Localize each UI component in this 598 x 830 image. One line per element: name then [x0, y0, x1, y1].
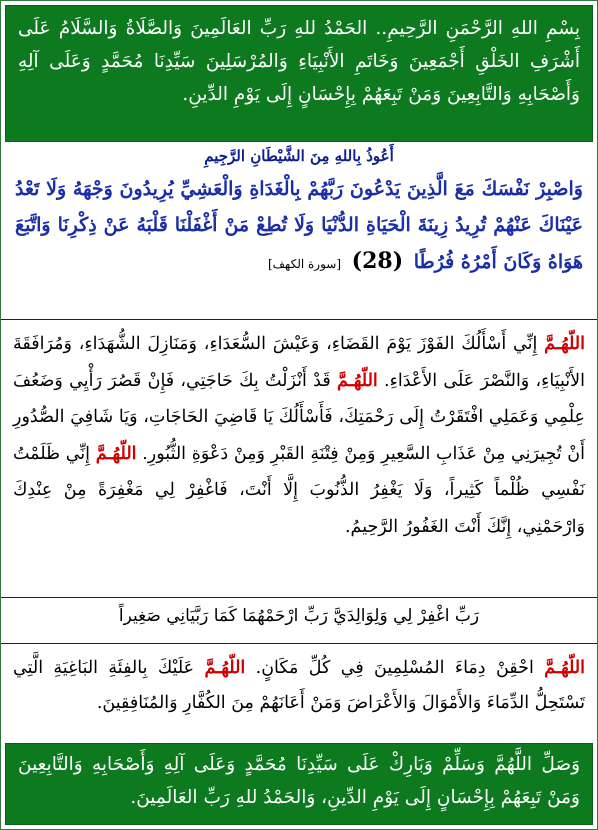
dua2-part-1: احْقِنْ دِمَاءَ المُسْلِمِينَ فِي كُلِّ مَكَانٍ. — [245, 658, 545, 678]
dua-part-3: إِنِّي ظَلَمْتُ نَفْسِي ظُلْماً كَثِيراً، وَلَا يَغْفِرُ الذُّنُوبَ إِلَّا أَنْتَ، فَاغْفِرْ لِي مَغْفِرَةً مِنْ عِنْدِكَ وَارْحَمْنِي، إِنَّكَ أَنْتَ الغَفُورُ الرَّحِيمُ. — [13, 443, 585, 537]
dua-part-1: إِنِّي أَسْأَلُكَ الفَوْزَ يَوْمَ القَضَاءِ، وَعَيْشَ السُّعَدَاءِ، وَمَنَازِلَ الشُّهَدَاءِ، وَمُرَافَقَةَ الأَنْبِيَاءِ، وَالنَّصْرَ عَلَى الأَعْدَاءِ. — [13, 334, 585, 391]
allahumma-word: اللّهُـمَّ — [336, 370, 378, 391]
parents-dua: رَبِّ اغْفِرْ لِي وَلِوَالِدَيَّ رَبِّ ارْحَمْهُمَا كَمَا رَبَّيَانِي صَغِيراً — [118, 606, 480, 626]
footer-text: وَصَلِّ اللَّهُمَّ وَسَلِّمْ وَبَارِكْ عَلَى سَيِّدِنَا مُحَمَّدٍ وَعَلَى آلِهِ وَأَصْحَابِهِ وَالتَّابِعِينَ وَمَنْ تَبِعَهُمْ بِإِحْسَانٍ إِلَى يَوْمِ الدِّينِ، وَالحَمْدُ للهِ رَبِّ العَالَمِينَ. — [18, 754, 580, 808]
divider — [1, 643, 597, 644]
allahumma-word: اللّهُـمَّ — [95, 443, 137, 464]
allahumma-word: اللّهُـمَّ — [544, 658, 585, 678]
header-text: بِسْمِ اللهِ الرَّحْمَنِ الرَّحِيمِ.. الحَمْدُ للهِ رَبِّ العَالَمِينَ وَالصَّلَاةُ وَالسَّلَامُ عَلَى أَشْرَفِ الخَلْقِ أَجْمَعِينَ وَخَاتَمِ الأَنْبِيَاءِ وَالمُرْسَلِينَ سَيِّدِنَا مُحَمَّدٍ وَعَلَى آلِهِ وَأَصْحَابِهِ وَالتَّابِعِينَ وَمَنْ تَبِعَهُمْ بِإِحْسَانٍ إِلَى يَوْمِ الدِّينِ. — [18, 18, 580, 105]
surah-reference: [سورة الكهف] — [267, 257, 342, 271]
footer-box — [5, 743, 593, 825]
quran-verse-block — [15, 171, 583, 282]
divider — [1, 319, 597, 320]
dua2-block — [13, 651, 585, 721]
allahumma-word: اللّهُـمَّ — [204, 658, 246, 678]
istiadha: أَعُوذُ بِاللهِ مِنَ الشَّيْطَانِ الرَّجِيمِ — [204, 147, 394, 165]
dua-part-2: قَدْ أَنْزَلْتُ بِكَ حَاجَتِي، فَإِنْ قَصُرَ رَأْيِي وَضَعُفَ عِلْمِي وَعَمَلِي افْتَقَرْتُ إِلَى رَحْمَتِكَ، فَأَسْأَلُكَ يَا قَاضِيَ الحَاجَاتِ، وَيَا شَافِيَ الصُّدُورِ أَنْ تُجِيرَنِي مِنْ عَذَابِ السَّعِيرِ وَمِنْ فِتْنَةِ القَبْرِ وَمِنْ دَعْوَةِ الثُّبُورِ. — [13, 370, 586, 464]
divider — [1, 597, 597, 598]
allahumma-word: اللّهُـمَّ — [544, 334, 585, 354]
header-box — [5, 5, 593, 142]
ayah-number: (28) — [351, 248, 404, 274]
dua-block — [13, 326, 585, 545]
dua2-part-2: عَلَيْكَ بِالفِئَةِ البَاغِيَةِ الَّتِي تَسْتَحِلُّ الدِّمَاءَ وَالأَمْوَالَ وَالأَعْرَاضَ وَمَنْ أَعَانَهُمْ مِنَ الكُفَّارِ وَالمُنَافِقِينَ. — [13, 658, 585, 713]
quran-verse: وَاصْبِرْ نَفْسَكَ مَعَ الَّذِينَ يَدْعُونَ رَبَّهُمْ بِالْغَدَاةِ وَالْعَشِيِّ يُرِيدُونَ وَجْهَهُ وَلَا تَعْدُ عَيْنَاكَ عَنْهُمْ تُرِيدُ زِينَةَ الْحَيَاةِ الدُّنْيَا وَلَا تُطِعْ مَنْ أَغْفَلْنَا قَلْبَهُ عَنْ ذِكْرِنَا وَاتَّبَعَ هَوَاهُ وَكَانَ أَمْرُهُ فُرُطًا — [15, 178, 583, 273]
